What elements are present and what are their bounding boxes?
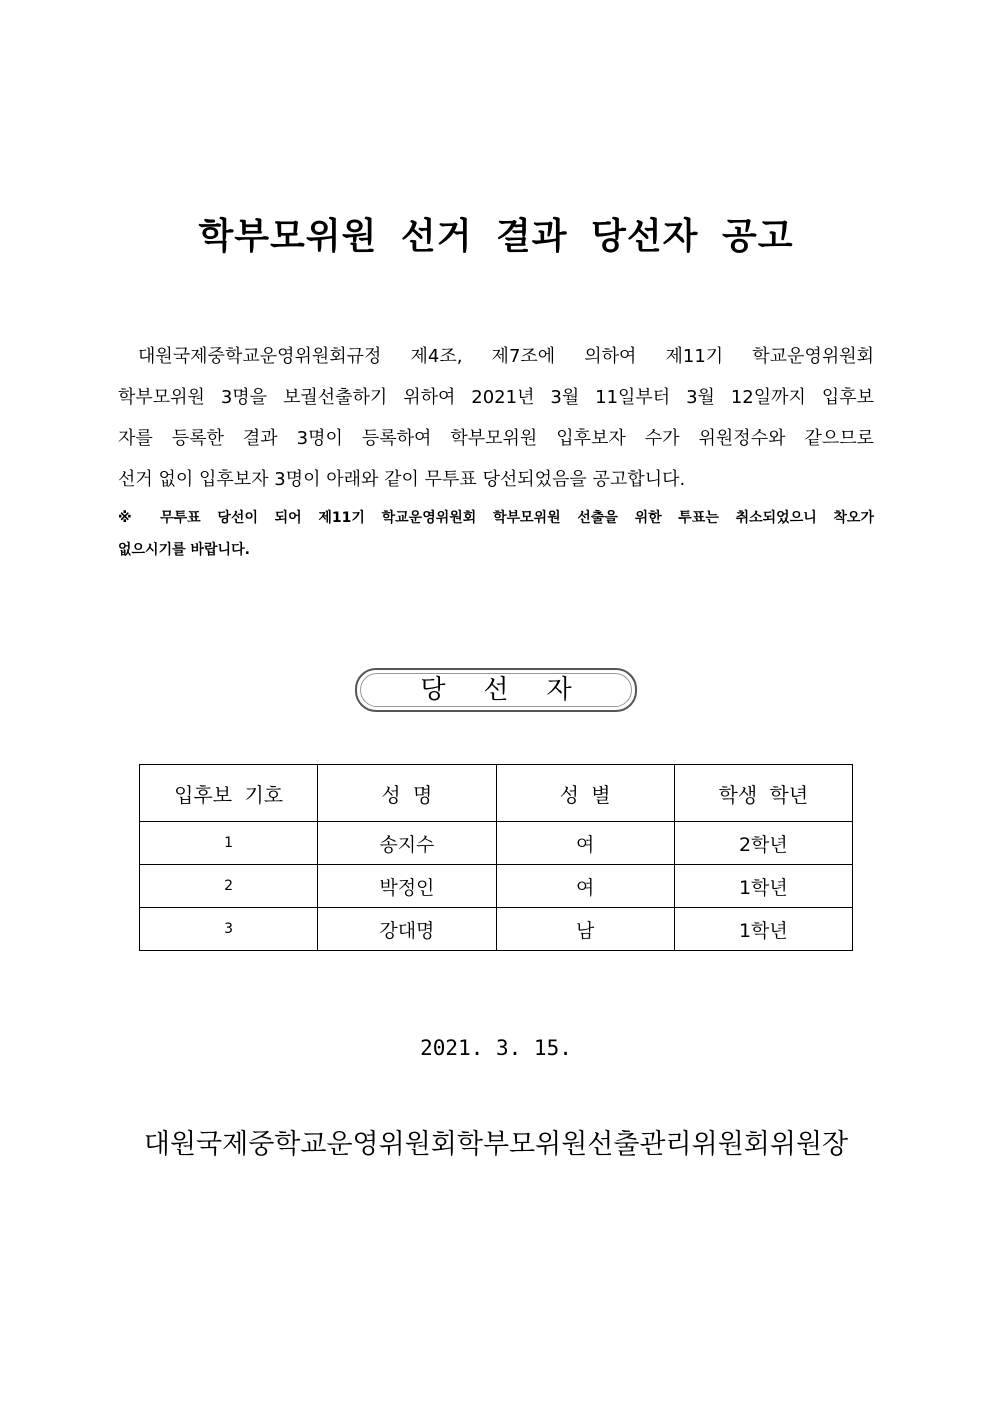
cell-name: 박정인 — [318, 865, 496, 908]
cell-candidate-number: 3 — [140, 908, 318, 951]
header-gender: 성 별 — [496, 765, 674, 822]
cell-student-grade: 1학년 — [674, 865, 852, 908]
header-student-grade: 학생 학년 — [674, 765, 852, 822]
table-row — [140, 908, 853, 951]
body-line-2: 학부모위원 3명을 보궐선출하기 위하여 2021년 3월 11일부터 3월 12일까지 입후보 — [118, 387, 874, 408]
body-line-3: 자를 등록한 결과 3명이 등록하여 학부모위원 입후보자 수가 위원정수와 같으므로 — [118, 428, 874, 449]
note-paragraph — [118, 502, 874, 566]
table-header-row — [140, 765, 853, 822]
header-name: 성 명 — [318, 765, 496, 822]
document-title: 학부모위원 선거 결과 당선자 공고 — [198, 216, 794, 257]
note-line-2: 없으시기를 바랍니다. — [118, 542, 250, 558]
table-row — [140, 865, 853, 908]
cell-student-grade: 2학년 — [674, 822, 852, 865]
cell-gender: 여 — [496, 865, 674, 908]
header-candidate-number: 입후보 기호 — [140, 765, 318, 822]
cell-name: 송지수 — [318, 822, 496, 865]
issuer-signature: 대원국제중학교운영위원회학부모위원선출관리위원회위원장 — [143, 1129, 849, 1160]
note-line-1: ※ 무투표 당선이 되어 제11기 학교운영위원회 학부모위원 선출을 위한 투표는 취소되었으니 착오가 — [118, 510, 874, 526]
cell-gender: 여 — [496, 822, 674, 865]
cell-candidate-number: 1 — [140, 822, 318, 865]
announcement-date: 2021. 3. 15. — [420, 1036, 572, 1060]
cell-candidate-number: 2 — [140, 865, 318, 908]
body-paragraph — [118, 336, 874, 500]
table-row — [140, 822, 853, 865]
winners-heading: 당선자 — [355, 668, 637, 712]
cell-student-grade: 1학년 — [674, 908, 852, 951]
body-line-4: 선거 없이 입후보자 3명이 아래와 같이 무투표 당선되었음을 공고합니다. — [118, 469, 686, 490]
cell-name: 강대명 — [318, 908, 496, 951]
cell-gender: 남 — [496, 908, 674, 951]
winners-table — [139, 764, 853, 951]
body-line-1: 대원국제중학교운영위원회규정 제4조, 제7조에 의하여 제11기 학교운영위원회 — [138, 346, 874, 367]
